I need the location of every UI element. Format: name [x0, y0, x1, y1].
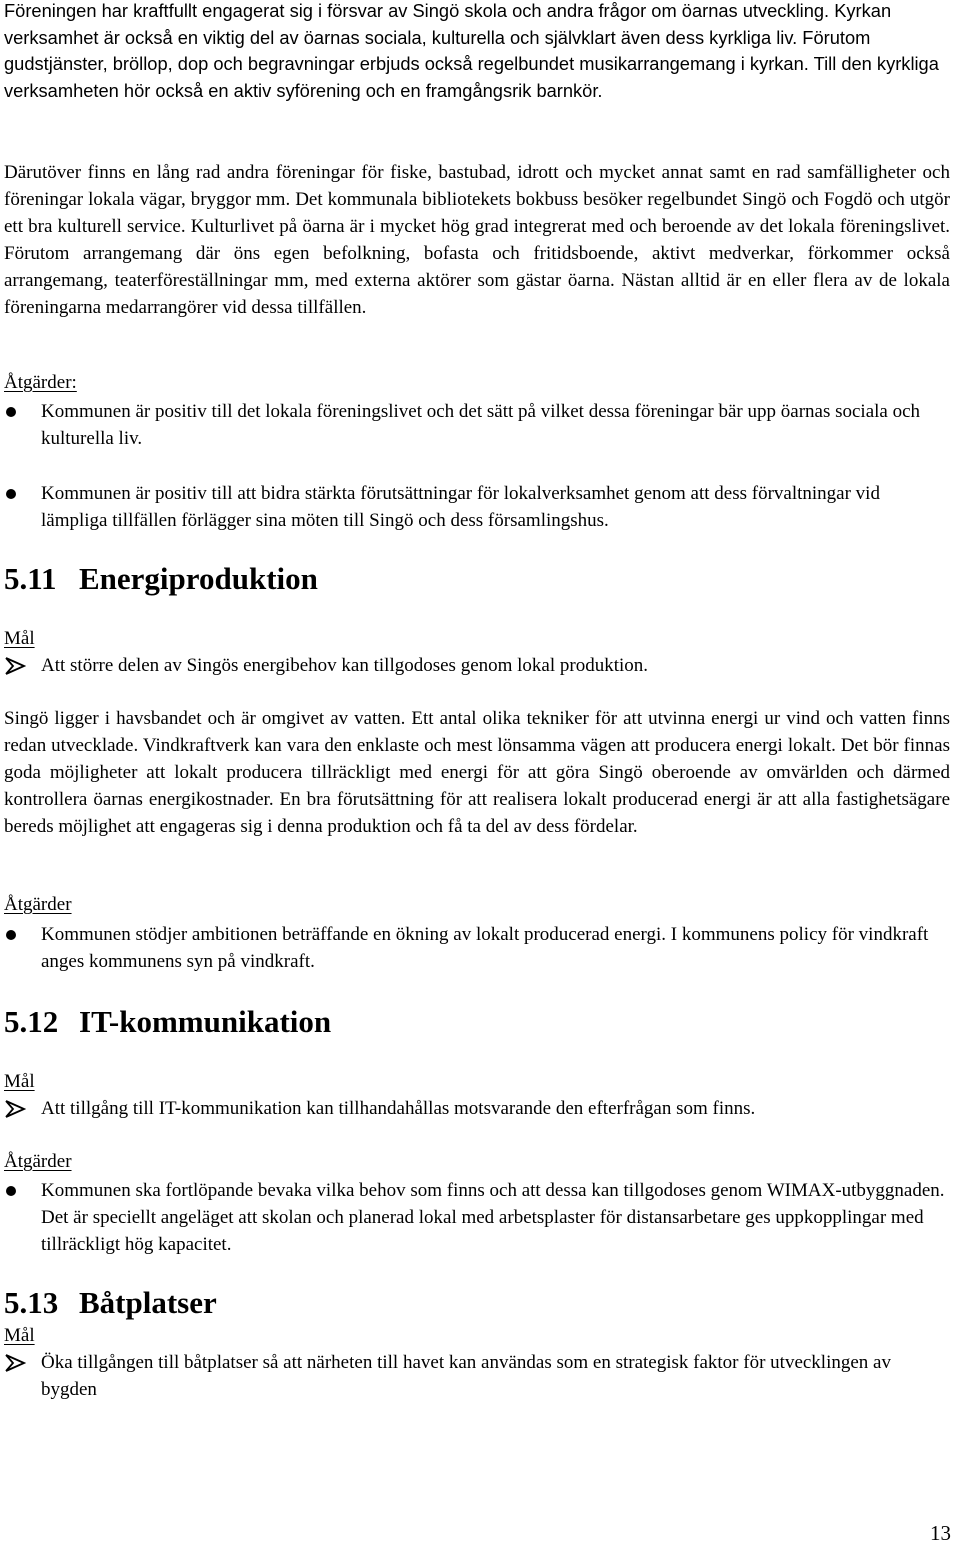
bullet-icon [6, 407, 16, 417]
bullet-icon [6, 930, 16, 940]
atgarder-heading: Åtgärder [4, 894, 72, 915]
section-title: IT-kommunikation [79, 1004, 332, 1039]
section-number: 5.12 [4, 1004, 59, 1039]
section-title: Båtplatser [79, 1285, 217, 1320]
list-item-text: Kommunen ska fortlöpande bevaka vilka behov som finns och att dessa kan tillgodoses genom WIMAX-utbyggnaden. Det är speciellt angeläget att skolan och planerad lokal med arbetsplaster för distansarbetare ges uppkopplingar med tillräckligt hög kapacitet. [41, 1180, 945, 1255]
bullet-icon [6, 489, 16, 499]
page-number: 13 [930, 1521, 951, 1545]
list-item-text: Kommunen är positiv till att bidra stärkta förutsättningar för lokalverksamhet genom att dess förvaltningar vid lämpliga tillfällen förlägger sina möten till Singö och dess församlingshus. [41, 483, 880, 531]
section-heading-it-kommunikation [4, 1004, 950, 1040]
energi-paragraph: Singö ligger i havsbandet och är omgivet av vatten. Ett antal olika tekniker för att utvinna energi ur vind och vatten finns redan utvecklade. Vindkraftverk kan vara den enklaste och mest lönsamma vägen att producera energi lokalt. Det bör finnas goda möjligheter att lokalt producera tillräckligt med energi för att göra Singö oberoende av omvärlden och därmed kontrollera öarnas energikostnader. En bra förutsättning för att realisera lokalt producerad energi är att alla fastighetsägare bereds möjlighet att engageras sig i denna produktion och få ta del av dess fördelar. [4, 708, 950, 837]
section-title: Energiproduktion [79, 561, 318, 596]
atgarder-heading: Åtgärder [4, 1151, 72, 1172]
list-item-text: Kommunen stödjer ambitionen beträffande en ökning av lokalt producerad energi. I kommunens policy för vindkraft anges kommunens syn på vindkraft. [41, 924, 929, 972]
intro-paragraph-sans: Föreningen har kraftfullt engagerat sig i försvar av Singö skola och andra frågor om öarnas utveckling. Kyrkan verksamhet är också en viktig del av öarnas sociala, kulturella och självklart även dess kyrkliga liv. Förutom gudstjänster, bröllop, dop och begravningar erbjuds också regelbundet musikarrangemang i kyrkan. Till den kyrkliga verksamheten hör också en aktiv syförening och en framgångsrik barnkör. [4, 0, 939, 101]
arrow-bullet-icon [4, 1100, 26, 1118]
goal-text: Att större delen av Singös energibehov kan tillgodoses genom lokal produktion. [41, 655, 649, 676]
goal-text: Att tillgång till IT-kommunikation kan tillhandahållas motsvarande den efterfrågan som finns. [41, 1098, 756, 1119]
mal-heading: Mål [4, 1071, 35, 1092]
arrow-bullet-icon [4, 1354, 26, 1372]
bullet-icon [6, 1186, 16, 1196]
atgarder-heading: Åtgärder: [4, 372, 77, 393]
mal-heading: Mål [4, 1325, 35, 1346]
list-item-text: Kommunen är positiv till det lokala föreningslivet och det sätt på vilket dessa föreningar bär upp öarnas sociala och kulturella liv. [41, 401, 921, 449]
section-number: 5.11 [4, 561, 57, 596]
goal-text: Öka tillgången till båtplatser så att närheten till havet kan användas som en strategisk faktor för utvecklingen av bygden [41, 1352, 891, 1400]
section-heading-energiproduktion [4, 561, 950, 597]
section-number: 5.13 [4, 1285, 59, 1320]
mal-heading: Mål [4, 628, 35, 649]
section-heading-batplatser [4, 1285, 950, 1321]
intro-paragraph: Därutöver finns en lång rad andra föreningar för fiske, bastubad, idrott och mycket annat samt en rad samfälligheter och föreningar lokala vägar, bryggor mm. Det kommunala bibliotekets bokbuss besöker regelbundet Singö och Fogdö och utgör ett bra kulturell service. Kulturlivet på öarna är i mycket hög grad integrerat med och beroende av det lokala föreningslivet. Förutom arrangemang där öns egen befolkning, bofasta och fritidsboende, aktivt medverkar, förkommer också arrangemang, teaterföreställningar mm, med externa aktörer som gästar öarna. Nästan alltid är en eller flera av de lokala föreningarna medarrangörer vid dessa tillfällen. [4, 162, 950, 318]
arrow-bullet-icon [4, 657, 26, 675]
